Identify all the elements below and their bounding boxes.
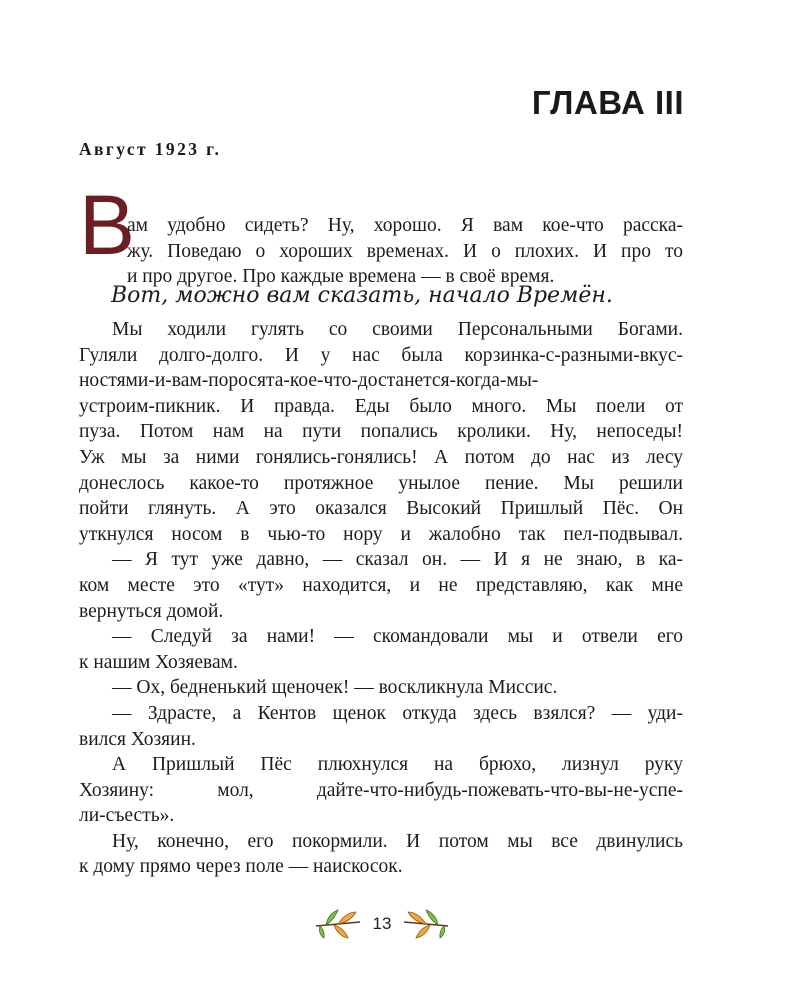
body-line: устроим-пикник. И правда. Еды было много. Мы поели от (79, 395, 683, 417)
drop-cap-letter: В (79, 178, 136, 272)
body-line: пойти глянуть. А это оказался Высокий Пришлый Пёс. Он (79, 498, 683, 520)
page-footer (0, 904, 800, 954)
leaf-sprig-icon (400, 904, 452, 944)
body-line: донеслось какое-то протяжное унылое пение. Мы решили (79, 472, 683, 494)
body-line: уткнулся носом в чью-то нору и жалобно так пел-подвывал. (79, 523, 683, 545)
body-line: — Ох, бедненький щеночек! — воскликнула Миссис. (112, 677, 558, 699)
opening-lines (127, 213, 683, 290)
body-line: Хозяину: мол, дайте-что-нибудь-пожевать-что-вы-не-успе- (79, 779, 683, 801)
chapter-title: ГЛАВА III (531, 84, 684, 121)
body-line: вернуться домой. (79, 600, 224, 622)
body-line: пуза. Потом нам на пути попались кролики. Ну, непоседы! (79, 421, 683, 443)
opening-line: ам удобно сидеть? Ну, хорошо. Я вам кое-что расска- (127, 215, 683, 236)
leaf-sprig-icon (312, 904, 364, 944)
body-line: ли-съесть». (79, 805, 175, 827)
body-line: к дому прямо через поле — наискосок. (79, 856, 403, 878)
opening-line: жу. Поведаю о хороших временах. И о плохих. И про то (127, 240, 683, 262)
body-line: — Следуй за нами! — скомандовали мы и отвели его (112, 626, 683, 648)
opening-line: и про другое. Про каждые времена — в своё время. (127, 266, 555, 288)
body-line: вился Хозяин. (79, 728, 196, 750)
page-number: 13 (372, 914, 392, 933)
body-line: Ну, конечно, его покормили. И потом мы все двинулись (112, 830, 683, 852)
body-line: — Я тут уже давно, — сказал он. — И я не знаю, в ка- (112, 549, 683, 571)
body-text (79, 317, 683, 880)
body-line: ностями-и-вам-поросята-кое-что-достанется-когда-мы- (79, 370, 539, 392)
body-line: — Здрасте, а Кентов щенок откуда здесь взялся? — уди- (112, 702, 683, 724)
chapter-date: Август 1923 г. (79, 139, 222, 159)
body-line: Гуляли долго-долго. И у нас была корзинка-с-разными-вкус- (79, 344, 683, 366)
body-line: ком месте это «тут» находится, и не представляю, как мне (79, 574, 683, 596)
body-line: Уж мы за ними гонялись-гонялись! А потом до нас из лесу (79, 446, 683, 468)
body-line: Мы ходили гулять со своими Персональными Богами. (112, 319, 683, 340)
script-heading: Вот, можно вам сказать, начало Времён. (111, 283, 613, 308)
body-line: к нашим Хозяевам. (79, 651, 238, 673)
body-line: А Пришлый Пёс плюхнулся на брюхо, лизнул руку (112, 754, 683, 776)
